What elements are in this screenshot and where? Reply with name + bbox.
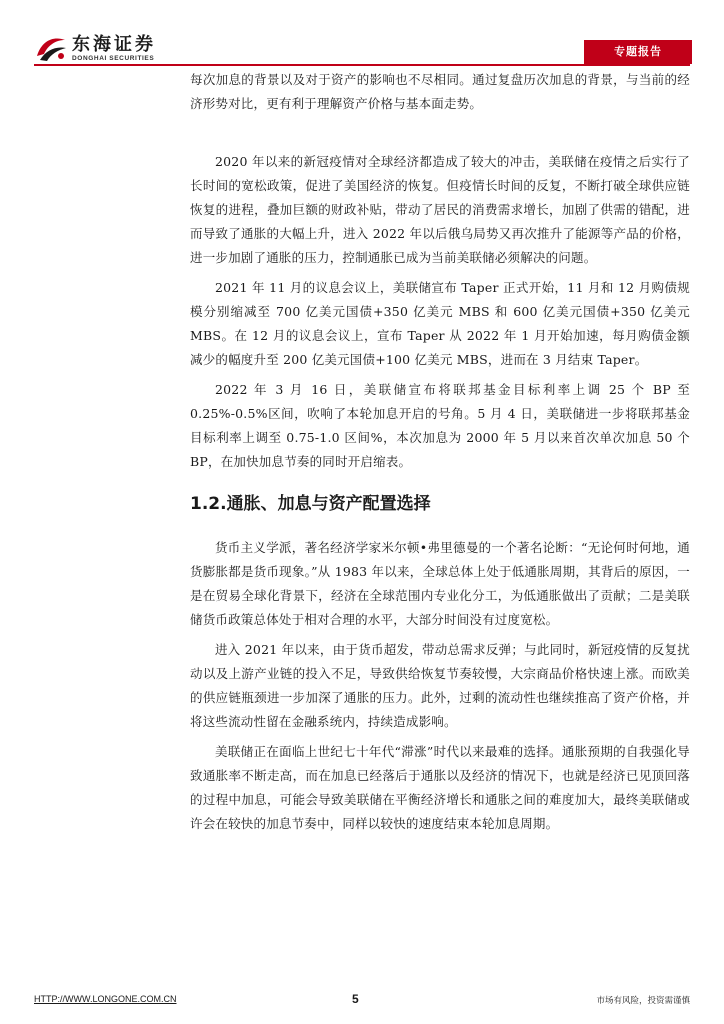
body-paragraph: 2020 年以来的新冠疫情对全球经济都造成了较大的冲击，美联储在疫情之后实行了长时间的宽松政策，促进了美国经济的恢复。但疫情长时间的反复，不断打破全球供应链恢复的进程，叠加巨额的财政补贴，带动了居民的消费需求增长，加剧了供需的错配，进而导致了通胀的大幅上升，进入 2022 年以后俄乌局势又再次推升了能源等产品的价格，进一步加剧了通胀的压力，控制通胀已成为当前美联储必须解决的问题。: [190, 154, 690, 265]
body-paragraph: 进入 2021 年以来，由于货币超发，带动总需求反弹；与此同时，新冠疫情的反复扰动以及上游产业链的投入不足，导致供给恢复节奏较慢，大宗商品价格快速上涨。而欧美的供应链瓶颈进一步加深了通胀的压力。此外，过剩的流动性也继续推高了资产价格，并将这些流动性留在金融系统内，持续造成影响。: [190, 642, 690, 729]
page-number: 5: [352, 992, 359, 1006]
risk-disclaimer: 市场有风险，投资需谨慎: [596, 996, 690, 1006]
body-paragraph: 每次加息的背景以及对于资产的影响也不尽相同。通过复盘历次加息的背景，与当前的经济形势对比，更有利于理解资产价格与基本面走势。: [190, 72, 690, 111]
website-link[interactable]: HTTP://WWW.LONGONE.COM.CN: [34, 994, 177, 1004]
body-paragraph: 美联储正在面临上世纪七十年代“滞涨”时代以来最难的选择。通胀预期的自我强化导致通胀率不断走高，而在加息已经落后于通胀以及经济的情况下，也就是经济已见顶回落的过程中加息，可能会导致美联储在平衡经济增长和通胀之间的难度加大，最终美联储或许会在较快的加息节奏中，同样以较快的速度结束本轮加息周期。: [190, 744, 690, 831]
logo-chinese-name: 东海证券: [72, 34, 156, 55]
body-paragraph: 2021 年 11 月的议息会议上，美联储宣布 Taper 正式开始，11 月和 12 月购债规模分别缩减至 700 亿美元国债+350 亿美元 MBS 和 600 亿美元国债+350 亿美元 MBS。在 12 月的议息会议上，宣布 Taper 从 2022 年 1 月开始加速，每月购债金额减少的幅度升至 200 亿美元国债+100 亿美元 MBS，进而在 3 月结束 Taper。: [190, 280, 690, 367]
page-footer: [34, 992, 690, 1012]
section-heading: 1.2.通胀、加息与资产配置选择: [190, 494, 431, 514]
logo-english-name: DONGHAI SECURITIES: [72, 55, 155, 62]
donghai-logo-icon: [34, 34, 68, 64]
company-logo: [34, 34, 156, 64]
report-body: [190, 66, 690, 836]
page-header: [0, 0, 724, 70]
report-type-badge: 专题报告: [584, 40, 692, 64]
body-paragraph: 货币主义学派，著名经济学家米尔顿•弗里德曼的一个著名论断：“无论何时何地，通货膨胀都是货币现象。”从 1983 年以来，全球总体上处于低通胀周期，其背后的原因，一是在贸易全球化背景下，经济在全球范围内专业化分工，为低通胀做出了贡献；二是美联储货币政策总体处于相对合理的水平，大部分时间没有过度宽松。: [190, 540, 690, 627]
body-paragraph: 2022 年 3 月 16 日，美联储宣布将联邦基金目标利率上调 25 个 BP 至 0.25%-0.5%区间，吹响了本轮加息开启的号角。5 月 4 日，美联储进一步将联邦基金目标利率上调至 0.75-1.0 区间%，本次加息为 2000 年 5 月以来首次单次加息 50 个 BP，在加快加息节奏的同时开启缩表。: [190, 382, 690, 469]
